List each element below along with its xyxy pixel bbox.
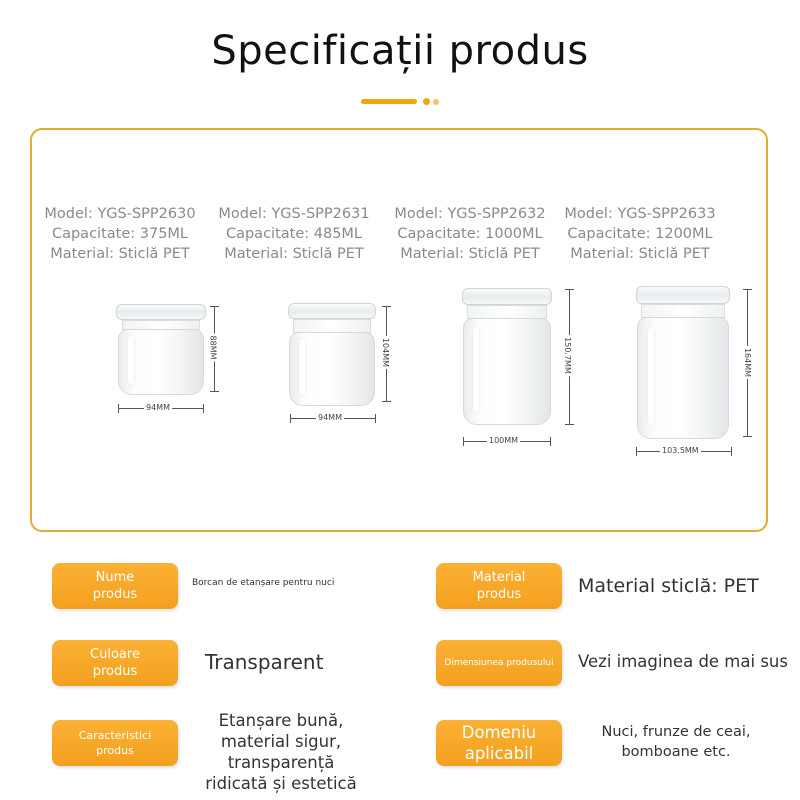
product-color-value: Transparent — [205, 650, 324, 674]
product-color-label — [52, 640, 178, 686]
product-name-value: Borcan de etanșare pentru nuci — [192, 578, 335, 588]
product-material-label — [436, 563, 562, 609]
product-name-label — [52, 563, 178, 609]
height-dimension-label: 88MM — [208, 335, 218, 360]
height-dimension-label: 164MM — [743, 347, 753, 378]
label-text: Nume produs — [92, 570, 138, 602]
jar-image-4 — [636, 286, 730, 440]
height-dimension-label: 104MM — [381, 337, 391, 368]
label-text: Dimensiunea produsului — [444, 657, 554, 668]
model-material: Material: Sticlă PET — [570, 246, 710, 262]
product-features-label — [52, 720, 178, 766]
model-name: Model: YGS-SPP2631 — [218, 206, 370, 222]
model-name: Model: YGS-SPP2633 — [564, 206, 716, 222]
label-text: Culoare produs — [90, 647, 140, 679]
product-size-label — [436, 640, 562, 686]
model-capacity: Capacitate: 485ML — [225, 226, 363, 242]
product-size-value: Vezi imaginea de mai sus — [578, 652, 788, 671]
decoration-dot — [423, 98, 430, 105]
model-name: Model: YGS-SPP2630 — [44, 206, 196, 222]
product-features-value: Etanșare bună, material sigur, transparență ridicată și estetică — [205, 711, 357, 793]
model-material: Material: Sticlă PET — [224, 246, 364, 262]
model-name: Model: YGS-SPP2632 — [394, 206, 546, 222]
width-dimension-label: 103.5MM — [662, 446, 699, 455]
decoration-dot — [433, 99, 439, 105]
product-material-value: Material sticlă: PET — [578, 575, 759, 597]
model-info-1 — [30, 204, 210, 264]
model-material: Material: Sticlă PET — [50, 246, 190, 262]
model-capacity: Capacitate: 1000ML — [397, 226, 543, 242]
model-material: Material: Sticlă PET — [400, 246, 540, 262]
jar-image-2 — [288, 303, 376, 407]
jar-image-3 — [462, 288, 552, 426]
page-title: Specificații produs — [211, 28, 589, 74]
application-field-label — [436, 720, 562, 766]
width-dimension-label: 100MM — [489, 436, 519, 445]
decoration-bar — [361, 99, 417, 104]
model-info-4 — [550, 204, 730, 264]
label-text: Caracteristici produs — [78, 729, 152, 757]
width-dimension-label: 94MM — [318, 413, 342, 422]
title-decoration — [361, 98, 441, 106]
jar-image-1 — [116, 304, 206, 396]
model-info-2 — [204, 204, 384, 264]
model-capacity: Capacitate: 1200ML — [567, 226, 713, 242]
label-text: Material produs — [472, 570, 526, 602]
application-field-value: Nuci, frunze de ceai, bomboane etc. — [601, 724, 751, 760]
model-capacity: Capacitate: 375ML — [51, 226, 189, 242]
width-dimension-label: 94MM — [146, 403, 170, 412]
label-text: Domeniu aplicabil — [461, 723, 537, 763]
height-dimension-label: 150.7MM — [562, 337, 572, 374]
model-info-3 — [380, 204, 560, 264]
